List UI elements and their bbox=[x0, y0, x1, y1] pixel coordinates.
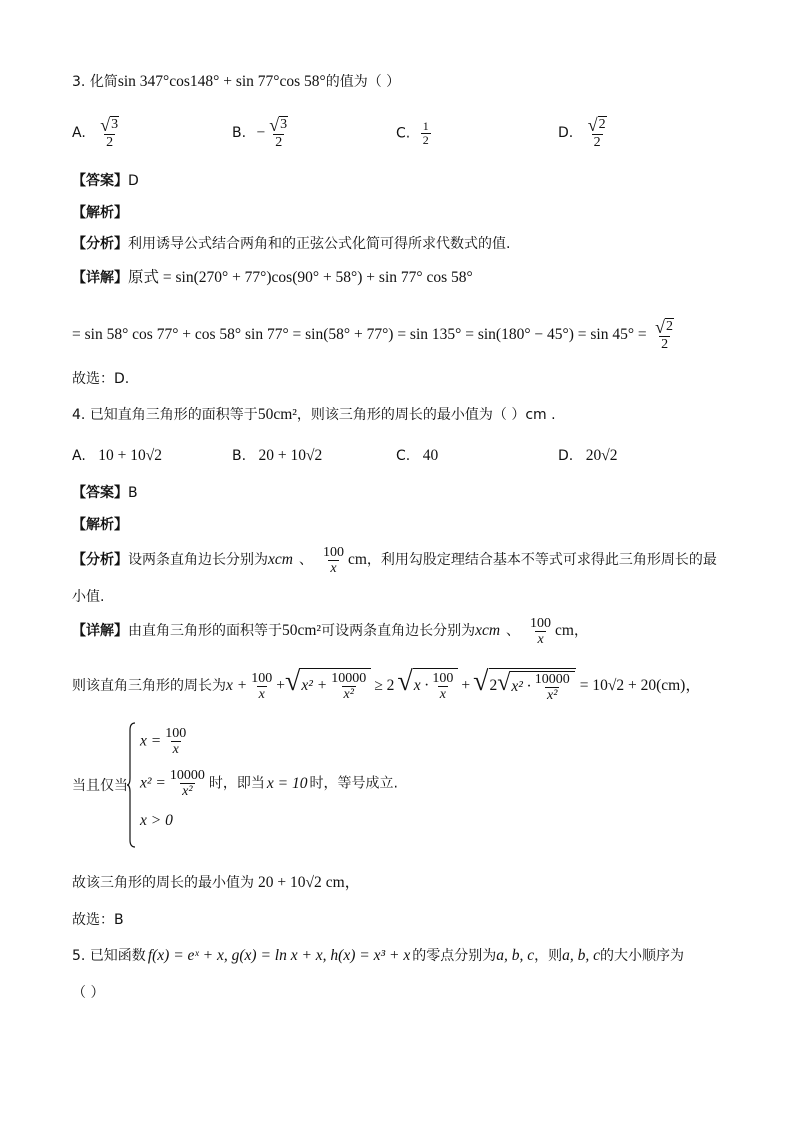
q3-jiexi-heading: 【解析】 bbox=[72, 205, 128, 221]
q4-cond-2: x² = $\frac{10000}{\text{x²}}$ 时，即当 x = 10 时，等号成立. bbox=[140, 768, 398, 799]
q5-paren: （ ） bbox=[72, 985, 105, 1001]
q4-jiexi-heading: 【解析】 bbox=[72, 517, 128, 533]
q3-number: 3. bbox=[72, 74, 86, 90]
q3-expression: sin 347°cos148° + sin 77°cos 58° bbox=[117, 73, 326, 90]
q4-option-a: A. 10 + 10√2 bbox=[72, 447, 162, 464]
q3-analysis: 【分析】利用诱导公式结合两角和的正弦公式化简可得所求代数式的值. bbox=[72, 236, 511, 252]
q4-number: 4. bbox=[72, 407, 86, 423]
q4-option-c: C. 40 bbox=[396, 447, 439, 464]
q3-detail-step2: = sin 58° cos 77° + cos 58° sin 77° = sin(58° + 77°) = sin 135° = sin(180° − 45°) = sin 45° = √ 2 2 bbox=[72, 317, 674, 352]
q4-choose: 故选：B bbox=[72, 912, 124, 928]
q3-stem: 3. 化简sin 347°cos148° + sin 77°cos 58°的值为（ ） bbox=[72, 73, 401, 90]
q3-option-d: D. √ 2 2 bbox=[558, 115, 606, 150]
q4-cond-label: 当且仅当 bbox=[72, 778, 128, 794]
q4-cond-3: x > 0 bbox=[140, 812, 173, 829]
q4-stem: 4. 已知直角三角形的面积等于50cm²，则该三角形的周长的最小值为（ ）cm . bbox=[72, 406, 556, 423]
q4-perimeter-line: 则该直角三角形的周长为x + $\frac{100}{x}$ + √ x² + $\frac{10000}{\text{x²}}$ ≥ 2 √ x · $\frac{100}{x}$ + √ 2 √ x² · $\frac{10000}{\text{x²}}$ = 10√2 + 20(cm)， bbox=[72, 666, 701, 703]
q5-stem: 5. 已知函数 f(x) = eˣ + x, g(x) = ln x + x, h(x) = x³ + x 的零点分别为a, b, c，则a, b, c的大小顺序为 bbox=[72, 947, 684, 964]
q3-detail-step1: 【详解】原式 = sin(270° + 77°)cos(90° + 58°) + sin 77° cos 58° bbox=[72, 269, 473, 286]
q3-option-a: A. √ 3 2 bbox=[72, 115, 119, 150]
q4-analysis-cont: 小值. bbox=[72, 589, 105, 605]
q4-conclusion: 故该三角形的周长的最小值为 20 + 10√2 cm， bbox=[72, 874, 361, 891]
q3-answer: 【答案】D bbox=[72, 173, 139, 189]
q4-detail-intro: 【详解】由直角三角形的面积等于50cm²可设两条直角边长分别为xcm 、 $\frac{100}{x}$ cm， bbox=[72, 615, 588, 647]
q4-answer: 【答案】B bbox=[72, 485, 138, 501]
q3-option-c: C. $\frac{1}{2}$ bbox=[396, 119, 429, 147]
q4-analysis: 【分析】设两条直角边长分别为xcm 、 $\frac{100}{x}$ cm，利用勾股定理结合基本不等式可求得此三角形周长的最 bbox=[72, 544, 717, 576]
q5-number: 5. bbox=[72, 948, 86, 964]
q4-cond-1: x = $\frac{100}{x}$ bbox=[140, 726, 187, 757]
q3-option-b: B. − √ 3 2 bbox=[232, 115, 288, 150]
q4-option-d: D. 20√2 bbox=[558, 447, 618, 464]
q4-option-b: B. 20 + 10√2 bbox=[232, 447, 323, 464]
q3-choose: 故选：D. bbox=[72, 371, 130, 387]
